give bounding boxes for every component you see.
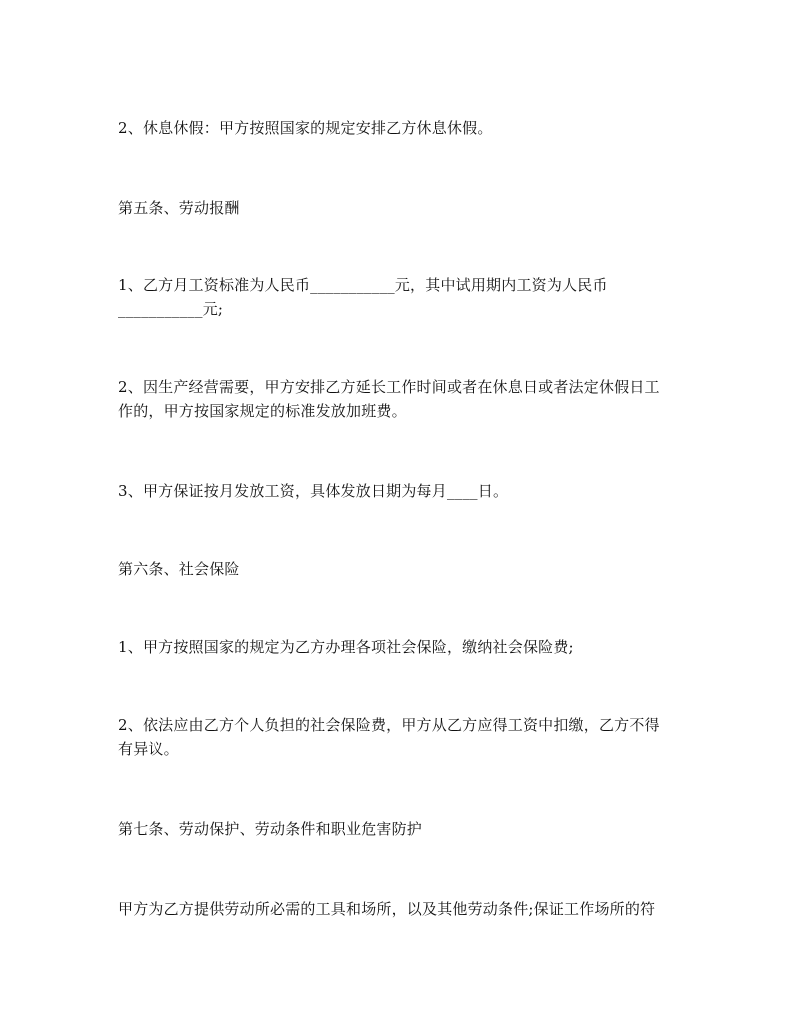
- paragraph-labor-protection: 甲方为乙方提供劳动所必需的工具和场所，以及其他劳动条件;保证工作场所的符: [118, 900, 656, 918]
- paragraph-payment-date: 3、甲方保证按月发放工资，具体发放日期为每月____日。: [118, 482, 509, 500]
- section-heading-article-5: 第五条、劳动报酬: [118, 199, 240, 217]
- paragraph-salary-standard-line-2: ___________元;: [118, 300, 224, 318]
- section-heading-article-7: 第七条、劳动保护、劳动条件和职业危害防护: [118, 820, 423, 838]
- paragraph-overtime-line-2: 作的，甲方按国家规定的标准发放加班费。: [118, 402, 407, 420]
- paragraph-rest-leave: 2、休息休假：甲方按照国家的规定安排乙方休息休假。: [118, 119, 493, 137]
- paragraph-social-insurance: 1、甲方按照国家的规定为乙方办理各项社会保险，缴纳社会保险费;: [118, 638, 574, 656]
- paragraph-overtime-line-1: 2、因生产经营需要，甲方安排乙方延长工作时间或者在休息日或者法定休假日工: [118, 378, 660, 396]
- section-heading-article-6: 第六条、社会保险: [118, 560, 240, 578]
- paragraph-insurance-deduction-line-2: 有异议。: [118, 740, 179, 758]
- paragraph-salary-standard-line-1: 1、乙方月工资标准为人民币___________元，其中试用期内工资为人民币: [118, 276, 608, 294]
- paragraph-insurance-deduction-line-1: 2、依法应由乙方个人负担的社会保险费，甲方从乙方应得工资中扣缴，乙方不得: [118, 716, 660, 734]
